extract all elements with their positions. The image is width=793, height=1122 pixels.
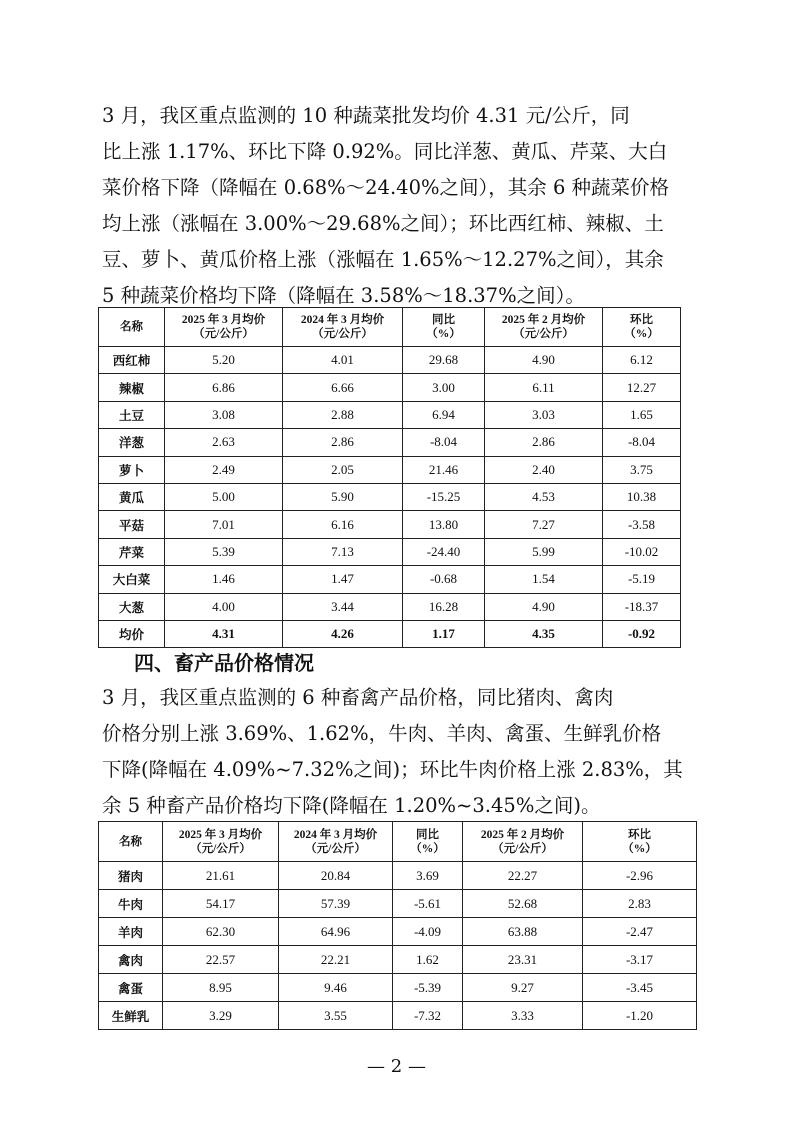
table-cell: 1.54 <box>485 566 603 593</box>
table-row <box>99 483 681 510</box>
table-header-row <box>99 822 697 862</box>
table-cell: 3.29 <box>163 1002 279 1030</box>
column-header-line: 2025 年 2 月均价 <box>480 828 565 841</box>
table-cell: 3.08 <box>165 401 283 428</box>
table-row <box>99 1002 697 1030</box>
table-cell: 22.21 <box>279 946 393 974</box>
table-header-row <box>99 308 681 347</box>
table-row <box>99 974 697 1002</box>
table-row <box>99 429 681 456</box>
column-header-line: 同比 <box>432 314 455 326</box>
table-cell: 3.75 <box>603 456 681 483</box>
column-header <box>603 308 681 347</box>
table-row <box>99 511 681 538</box>
column-header-unit: （元/公斤） <box>492 842 553 855</box>
table-cell: 63.88 <box>463 918 583 946</box>
table-cell: 9.46 <box>279 974 393 1002</box>
table-cell: 3.33 <box>463 1002 583 1030</box>
table-cell: -0.68 <box>403 566 485 593</box>
table-cell: 4.35 <box>485 620 603 647</box>
item-name-cell: 生鲜乳 <box>99 1002 163 1030</box>
table-cell: 5.99 <box>485 538 603 565</box>
column-header-line: 同比 <box>416 828 439 841</box>
paragraph-line: 5 种蔬菜价格均下降（降幅在 3.58%～18.37%之间）。 <box>102 284 585 307</box>
table-row <box>99 538 681 565</box>
paragraph-line: 比上涨 1.17%、环比下降 0.92%。同比洋葱、黄瓜、芹菜、大白 <box>102 140 668 163</box>
table-cell: 4.00 <box>165 593 283 620</box>
table-row <box>99 374 681 401</box>
table-row <box>99 862 697 890</box>
table-cell: 5.00 <box>165 483 283 510</box>
column-header-unit: （元/公斤） <box>193 328 254 340</box>
table-cell: 1.46 <box>165 566 283 593</box>
page-number: — 2 — <box>367 1056 426 1077</box>
paragraph-line: 均上涨（涨幅在 3.00%～29.68%之间）；环比西红柿、辣椒、土 <box>102 212 664 235</box>
paragraph-line: 价格分别上涨 3.69%、1.62%，牛肉、羊肉、禽蛋、生鲜乳价格 <box>102 722 662 745</box>
table-cell: 1.62 <box>393 946 463 974</box>
table-cell: 6.94 <box>403 401 485 428</box>
table-cell: 57.39 <box>279 890 393 918</box>
item-name-cell: 黄瓜 <box>99 483 165 510</box>
table-cell: 5.39 <box>165 538 283 565</box>
section-heading: 四、畜产品价格情况 <box>134 651 314 675</box>
table-row <box>99 890 697 918</box>
item-name-cell: 平菇 <box>99 511 165 538</box>
item-name-cell: 辣椒 <box>99 374 165 401</box>
table-cell: -3.45 <box>583 974 697 1002</box>
table-cell: 2.86 <box>283 429 403 456</box>
table-cell: 8.95 <box>163 974 279 1002</box>
table-cell: 22.27 <box>463 862 583 890</box>
table-cell: -3.58 <box>603 511 681 538</box>
paragraph-line: 菜价格下降（降幅在 0.68%～24.40%之间），其余 6 种蔬菜价格 <box>102 176 670 199</box>
table-cell: 16.28 <box>403 593 485 620</box>
table-cell: 3.55 <box>279 1002 393 1030</box>
paragraph-line: 3 月，我区重点监测的 6 种畜禽产品价格，同比猪肉、禽肉 <box>102 686 614 709</box>
column-header-unit: （%） <box>426 328 461 340</box>
table-cell: 12.27 <box>603 374 681 401</box>
table-cell: 1.17 <box>403 620 485 647</box>
table-cell: -24.40 <box>403 538 485 565</box>
item-name-cell: 羊肉 <box>99 918 163 946</box>
column-header-line: 环比 <box>630 314 653 326</box>
item-name-cell: 大葱 <box>99 593 165 620</box>
item-name-cell: 猪肉 <box>99 862 163 890</box>
table-cell: -4.09 <box>393 918 463 946</box>
column-header-line: 2025 年 2 月均价 <box>501 314 586 326</box>
column-header <box>165 308 283 347</box>
item-name-cell: 土豆 <box>99 401 165 428</box>
column-header-line: 2025 年 3 月均价 <box>181 314 266 326</box>
table-cell: 5.20 <box>165 347 283 374</box>
column-header <box>403 308 485 347</box>
table-cell: -5.61 <box>393 890 463 918</box>
vegetable-price-table <box>98 307 681 648</box>
table-cell: 6.11 <box>485 374 603 401</box>
table-cell: 3.44 <box>283 593 403 620</box>
table-cell: 7.13 <box>283 538 403 565</box>
table-cell: 4.01 <box>283 347 403 374</box>
item-name-cell: 禽蛋 <box>99 974 163 1002</box>
column-header-unit: （元/公斤） <box>513 328 574 340</box>
column-header-unit: （%） <box>622 842 657 855</box>
table-cell: 4.31 <box>165 620 283 647</box>
table-cell: 2.86 <box>485 429 603 456</box>
livestock-price-table <box>98 821 697 1030</box>
table-cell: 21.46 <box>403 456 485 483</box>
table-cell: -15.25 <box>403 483 485 510</box>
vegetable-price-paragraph <box>102 98 692 314</box>
item-name-cell: 西红柿 <box>99 347 165 374</box>
item-name-cell: 均价 <box>99 620 165 647</box>
column-header <box>99 822 163 862</box>
table-cell: -5.39 <box>393 974 463 1002</box>
table-cell: 7.01 <box>165 511 283 538</box>
column-header-unit: （%） <box>410 842 445 855</box>
table-cell: 13.80 <box>403 511 485 538</box>
table-cell: 6.16 <box>283 511 403 538</box>
table-cell: -7.32 <box>393 1002 463 1030</box>
table-cell: 22.57 <box>163 946 279 974</box>
item-name-cell: 洋葱 <box>99 429 165 456</box>
table-cell: 2.63 <box>165 429 283 456</box>
table-cell: 1.47 <box>283 566 403 593</box>
table-cell: -5.19 <box>603 566 681 593</box>
table-cell: 1.65 <box>603 401 681 428</box>
item-name-cell: 萝卜 <box>99 456 165 483</box>
table-cell: -2.96 <box>583 862 697 890</box>
table-cell: 6.66 <box>283 374 403 401</box>
table-cell: -18.37 <box>603 593 681 620</box>
table-cell: 10.38 <box>603 483 681 510</box>
table-cell: 3.00 <box>403 374 485 401</box>
column-header-line: 名称 <box>119 835 142 848</box>
column-header-line: 环比 <box>628 828 651 841</box>
table-cell: -1.20 <box>583 1002 697 1030</box>
table-row <box>99 946 697 974</box>
table-row <box>99 456 681 483</box>
table-cell: -0.92 <box>603 620 681 647</box>
paragraph-line: 下降(降幅在 4.09%~7.32%之间)；环比牛肉价格上涨 2.83%，其 <box>102 758 683 781</box>
table-row <box>99 401 681 428</box>
table-cell: 3.03 <box>485 401 603 428</box>
column-header-unit: （元/公斤） <box>312 328 373 340</box>
item-name-cell: 芹菜 <box>99 538 165 565</box>
table-cell: 21.61 <box>163 862 279 890</box>
column-header <box>283 308 403 347</box>
table-cell: 5.90 <box>283 483 403 510</box>
table-row <box>99 593 681 620</box>
table-cell: 2.88 <box>283 401 403 428</box>
table-cell: 2.49 <box>165 456 283 483</box>
table-cell: 6.12 <box>603 347 681 374</box>
column-header <box>163 822 279 862</box>
paragraph-line: 余 5 种畜产品价格均下降(降幅在 1.20%~3.45%之间)。 <box>102 794 601 817</box>
table-cell: 2.40 <box>485 456 603 483</box>
table-cell: 4.90 <box>485 593 603 620</box>
column-header-line: 名称 <box>120 321 143 333</box>
table-cell: 62.30 <box>163 918 279 946</box>
column-header-unit: （元/公斤） <box>305 842 366 855</box>
table-cell: 9.27 <box>463 974 583 1002</box>
table-cell: 52.68 <box>463 890 583 918</box>
table-cell: -8.04 <box>403 429 485 456</box>
column-header-line: 2024 年 3 月均价 <box>293 828 378 841</box>
table-cell: 2.83 <box>583 890 697 918</box>
table-cell: 3.69 <box>393 862 463 890</box>
livestock-price-paragraph <box>102 680 692 824</box>
table-cell: 23.31 <box>463 946 583 974</box>
column-header <box>393 822 463 862</box>
table-row <box>99 918 697 946</box>
table-cell: 7.27 <box>485 511 603 538</box>
table-row <box>99 566 681 593</box>
table-cell: -2.47 <box>583 918 697 946</box>
table-cell: 4.90 <box>485 347 603 374</box>
column-header-unit: （%） <box>624 328 659 340</box>
column-header <box>99 308 165 347</box>
table-cell: 29.68 <box>403 347 485 374</box>
column-header <box>485 308 603 347</box>
table-cell: 64.96 <box>279 918 393 946</box>
table-row <box>99 347 681 374</box>
paragraph-line: 豆、萝卜、黄瓜价格上涨（涨幅在 1.65%～12.27%之间），其余 <box>102 248 664 271</box>
column-header <box>279 822 393 862</box>
column-header-line: 2025 年 3 月均价 <box>178 828 263 841</box>
column-header <box>583 822 697 862</box>
item-name-cell: 牛肉 <box>99 890 163 918</box>
item-name-cell: 禽肉 <box>99 946 163 974</box>
table-cell: 20.84 <box>279 862 393 890</box>
table-cell: -10.02 <box>603 538 681 565</box>
table-cell: 54.17 <box>163 890 279 918</box>
paragraph-line: 3 月，我区重点监测的 10 种蔬菜批发均价 4.31 元/公斤，同 <box>102 104 630 127</box>
table-cell: -8.04 <box>603 429 681 456</box>
column-header-unit: （元/公斤） <box>190 842 251 855</box>
table-cell: 4.53 <box>485 483 603 510</box>
table-cell: 2.05 <box>283 456 403 483</box>
table-cell: 6.86 <box>165 374 283 401</box>
column-header-line: 2024 年 3 月均价 <box>300 314 385 326</box>
column-header <box>463 822 583 862</box>
item-name-cell: 大白菜 <box>99 566 165 593</box>
table-cell: -3.17 <box>583 946 697 974</box>
table-cell: 4.26 <box>283 620 403 647</box>
table-row <box>99 620 681 647</box>
